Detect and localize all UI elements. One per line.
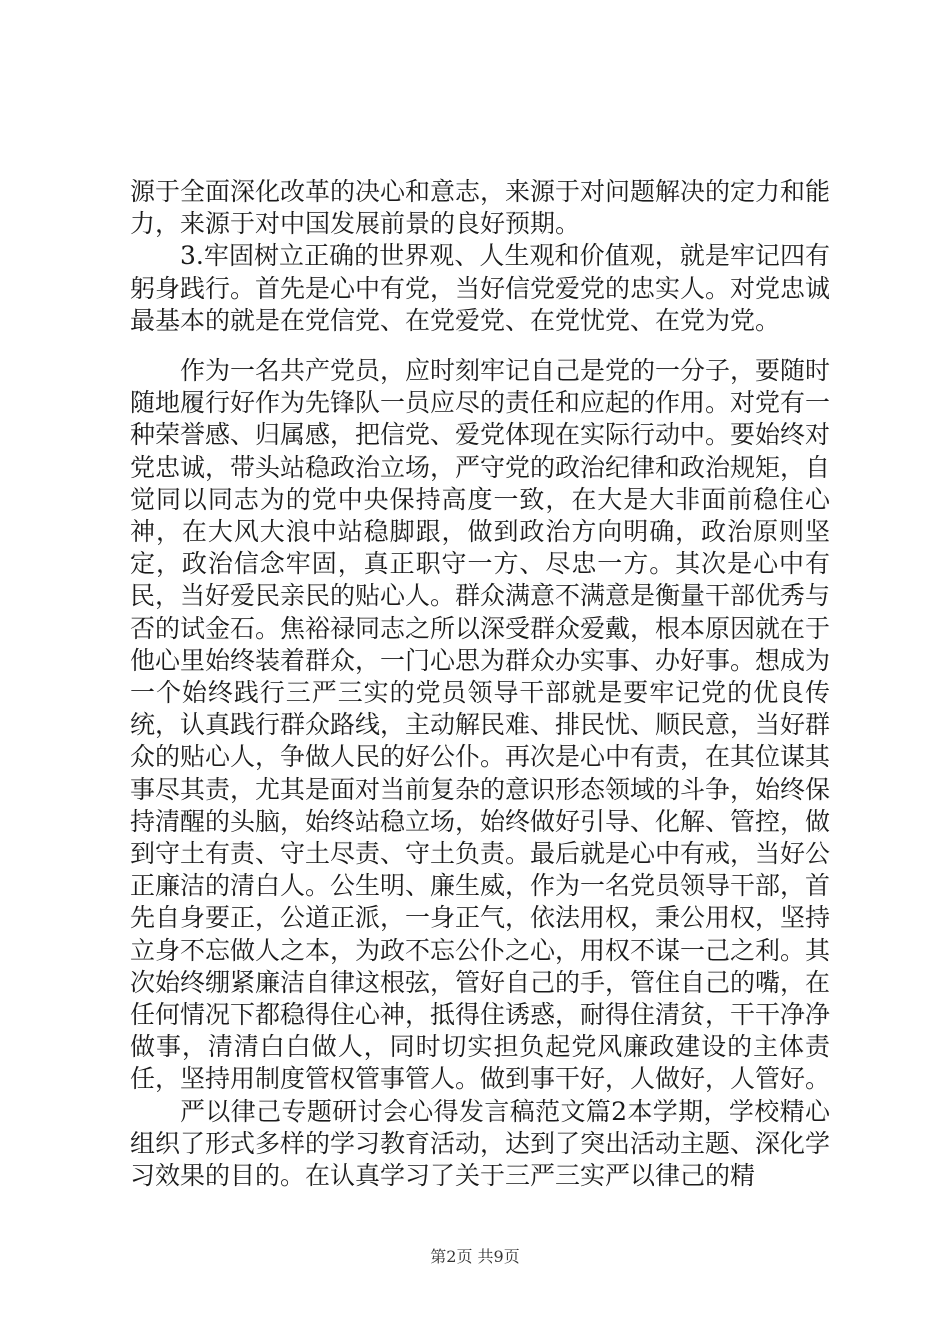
paragraph-3: 3.牢固树立正确的世界观、人生观和价值观，就是牢记四有躬身践行。首先是心中有党，当好信党爱党的忠实人。对党忠诚最基本的就是在党信党、在党爱党、在党忧党、在党为党。 — [130, 241, 831, 335]
paragraph-5: 严以律己专题研讨会心得发言稿范文篇2本学期，学校精心组织了形式多样的学习教育活动，达到了突出活动主题、深化学习效果的目的。在认真学习了关于三严三实严以律己的精 — [130, 1096, 831, 1191]
page-footer: 第2页 共9页 — [430, 1247, 520, 1266]
text-section-top — [130, 176, 830, 337]
text-section-main — [130, 355, 830, 1192]
paragraph-4: 作为一名共产党员，应时刻牢记自己是党的一分子，要随时随地履行好作为先锋队一员应尽的责任和应起的作用。对党有一种荣誉感、归属感，把信党、爱党体现在实际行动中。要始终对党忠诚，带头站稳政治立场，严守党的政治纪律和政治规矩，自觉同以同志为的党中央保持高度一致，在大是大非面前稳住心神，在大风大浪中站稳脚跟，做到政治方向明确，政治原则坚定，政治信念牢固，真正职守一方、尽忠一方。其次是心中有民，当好爱民亲民的贴心人。群众满意不满意是衡量干部优秀与否的试金石。焦裕禄同志之所以深受群众爱戴，根本原因就在于他心里始终装着群众，一门心思为群众办实事、办好事。想成为一个始终践行三严三实的党员领导干部就是要牢记党的优良传统，认真践行群众路线，主动解民难、排民忧、顺民意，当好群众的贴心人，争做人民的好公仆。再次是心中有责，在其位谋其事尽其责，尤其是面对当前复杂的意识形态领域的斗争，始终保持清醒的头脑，始终站稳立场，始终做好引导、化解、管控，做到守土有责、守土尽责、守土负责。最后就是心中有戒，当好公正廉洁的清白人。公生明、廉生威，作为一名党员领导干部，首先自身要正，公道正派，一身正气，依法用权，秉公用权，坚持立身不忘做人之本，为政不忘公仆之心，用权不谋一己之利。其次始终绷紧廉洁自律这根弦，管好自己的手，管住自己的嘴，在任何情况下都稳得住心神，抵得住诱惑，耐得住清贫，干干净净做事，清清白白做人，同时切实担负起党风廉政建设的主体责任，坚持用制度管权管事管人。做到事干好，人做好，人管好。 — [130, 356, 831, 1094]
paragraph-continuation: 源于全面深化改革的决心和意志，来源于对问题解决的定力和能力，来源于对中国发展前景的良好预期。 — [130, 177, 831, 239]
